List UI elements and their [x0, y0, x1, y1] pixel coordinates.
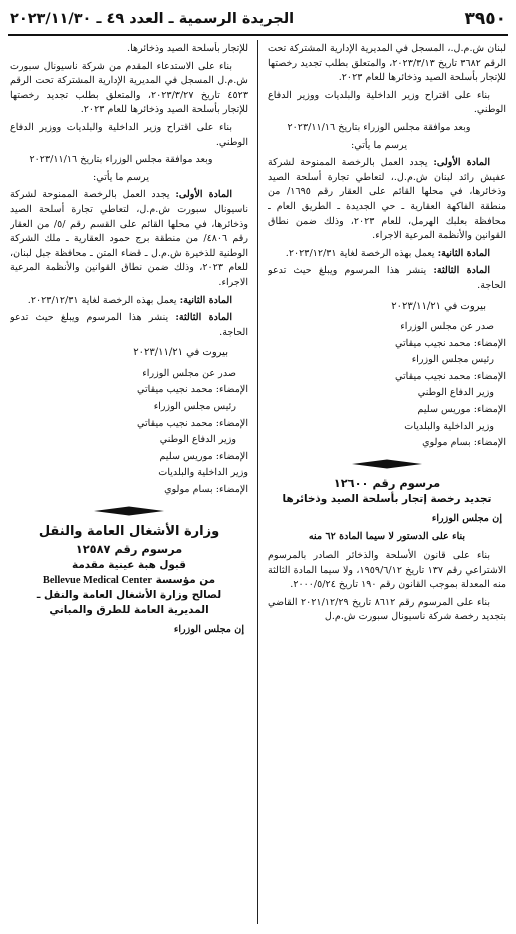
- left-column: [10, 42, 248, 926]
- right-column: [268, 42, 506, 926]
- decree-date: بيروت في ٢٠٢٣/١١/٢١: [133, 347, 228, 359]
- signature-line: الإمضاء: محمد نجيب ميقاتي: [137, 384, 248, 396]
- article-1: [268, 156, 506, 244]
- column-divider: [257, 40, 258, 924]
- article-2-text: يعمل بهذه الرخصة لغاية ٢٠٢٣/١٢/٣١.: [285, 247, 435, 259]
- intro-tail: للإتجار بأسلحة الصيد وذخائرها.: [127, 43, 248, 54]
- council-line: إن مجلس الوزراء: [431, 512, 502, 524]
- article-1-text: يجدد العمل بالرخصة الممنوحة لشركة عفيش رائد لبنان ش.م.ل.، لتعاطي تجارة أسلحة الصيد وذخائرها، في محلها القائم على العقار رقم ١٦٩٥/ من منطقة الفاكهة العقارية ـ حي الجديدة ـ الطريق العام ـ محافظة بعلبك الهرمل، للعام ٢٠٢٣، وذلك ضمن نطاق القوانين والأنظمة المرعية الاجراء.: [268, 157, 506, 242]
- signature-line: وزير الدفاع الوطني: [417, 387, 494, 399]
- approval-text: وبعد موافقة مجلس الوزراء بتاريخ ٢٠٢٣/١١/١٦: [287, 121, 471, 133]
- ornament-icon: [94, 506, 164, 516]
- decree-title: مرسوم رقم ١٢٥٨٧: [75, 541, 183, 556]
- decree-date: بيروت في ٢٠٢٣/١١/٢١: [391, 300, 486, 312]
- intro-tail: لبنان ش.م.ل.، المسجل في المديرية الإدارية المشتركة تحت الرقم ٣٦٨٢ تاريخ ٢٠٢٣/٣/١٣، والمتعلق بطلب تجديد رخصتها للإتجار بأسلحة الصيد وذخائرها للعام ٢٠٢٣.: [268, 43, 506, 84]
- article-1-label: المادة الأولى:: [175, 189, 232, 201]
- article-2-label: المادة الثانية:: [179, 294, 232, 306]
- signature-line: صدر عن مجلس الوزراء: [400, 321, 494, 333]
- signature-line: الإمضاء: موريس سليم: [159, 450, 248, 462]
- council-line: إن مجلس الوزراء: [173, 623, 244, 635]
- article-2-text: يعمل بهذه الرخصة لغاية ٢٠٢٣/١٢/٣١.: [27, 294, 177, 306]
- gazette-title: الجريدة الرسمية ـ العدد ٤٩ ـ ٢٠٢٣/١١/٣٠: [10, 11, 295, 27]
- article-1-text: يجدد العمل بالرخصة الممنوحة لشركة ناسيونال سبورت ش.م.ل، لتعاطي تجارة أسلحة الصيد وذخائرها، في محلها القائم على القسم رقم /٥/ من العقار رقم ٤٨٠٦/ من منطقة برج حمود العقارية ـ ملك الشركة الوطنية للذخيرة ش.م.ل ـ قضاء المتن ـ محافظة جبل لبنان، للعام ٢٠٢٣، وذلك ضمن نطاق القوانين والأنظمة المرعية الاجراء.: [10, 189, 248, 288]
- article-3: [268, 264, 506, 293]
- decrees-text: يرسم ما يأتي:: [92, 171, 150, 183]
- ministry-heading: وزارة الأشغال العامة والنقل: [38, 523, 220, 539]
- signature-line: الإمضاء: محمد نجيب ميقاتي: [395, 337, 506, 349]
- decree-subject-prefix: من مؤسسة: [155, 573, 216, 586]
- page-number: ٣٩٥٠: [464, 9, 506, 29]
- decree-subject-line: المديرية العامة للطرق والمباني: [49, 603, 209, 616]
- article-3-label: المادة الثالثة:: [175, 312, 232, 324]
- approval-text: وبعد موافقة مجلس الوزراء بتاريخ ٢٠٢٣/١١/١٦: [29, 154, 213, 166]
- ornament-icon: [352, 459, 422, 469]
- article-1: [10, 188, 248, 290]
- decrees-text: يرسم ما يأتي:: [350, 139, 408, 151]
- signature-line: وزير الدفاع الوطني: [159, 434, 236, 446]
- institution-name: Bellevue Medical Center: [42, 574, 152, 586]
- request-text: بناء على الاستدعاء المقدم من شركة ناسيونال سبورت ش.م.ل المسجل في المديرية الإدارية المشتركة تحت الرقم ٤٥٢٣ تاريخ ٢٠٢٣/٣/٢٧، والمتعلق بطلب تجديد رخصتها للإتجار بأسلحة الصيد وذخائرها للعام ٢٠٢٣.: [10, 60, 248, 116]
- article-1-label: المادة الأولى:: [433, 157, 490, 169]
- page-header: [10, 6, 506, 32]
- separator-ornament: [10, 506, 248, 516]
- signature-line: رئيس مجلس الوزراء: [411, 354, 494, 366]
- basis-constitution: بناء على الدستور لا سيما المادة ٦٢ منه: [308, 531, 466, 543]
- article-3-label: المادة الثالثة:: [433, 265, 490, 277]
- signature-line: الإمضاء: بسام مولوي: [422, 437, 506, 449]
- header-rule: [8, 34, 508, 36]
- article-2: [268, 247, 506, 262]
- signature-line: الإمضاء: موريس سليم: [417, 404, 506, 416]
- decree-title: مرسوم رقم ١٢٦٠٠: [333, 475, 441, 490]
- article-2-label: المادة الثانية:: [437, 247, 490, 259]
- signature-line: وزير الداخلية والبلديات: [158, 467, 248, 479]
- proposal-text: بناء على اقتراح وزير الداخلية والبلديات ووزير الدفاع الوطني.: [268, 89, 506, 116]
- decree-subject-line: قبول هبة عينية مقدمة: [72, 558, 186, 571]
- article-2: [10, 294, 248, 309]
- decree-subject-line: [10, 573, 248, 588]
- signature-line: الإمضاء: محمد نجيب ميقاتي: [395, 370, 506, 382]
- article-3-text: ينشر هذا المرسوم ويبلغ حيث تدعو الحاجة.: [268, 265, 506, 291]
- signature-line: رئيس مجلس الوزراء: [153, 401, 236, 413]
- separator-ornament: [268, 459, 506, 469]
- article-3-text: ينشر هذا المرسوم ويبلغ حيث تدعو الحاجة.: [10, 312, 248, 338]
- signature-line: الإمضاء: محمد نجيب ميقاتي: [137, 417, 248, 429]
- article-3: [10, 311, 248, 340]
- proposal-text: بناء على اقتراح وزير الداخلية والبلديات ووزير الدفاع الوطني.: [10, 121, 248, 148]
- signature-line: صدر عن مجلس الوزراء: [142, 367, 236, 379]
- signature-line: وزير الداخلية والبلديات: [404, 420, 494, 432]
- decree-subject: تجديد رخصة إتجار بأسلحة الصيد وذخائرها: [282, 492, 492, 505]
- basis-decree: بناء على المرسوم رقم ٨٦١٢ تاريخ ٢٠٢١/١٢/٢٩ القاضي بتجديد رخصة شركة ناسيونال سبورت ش.م.ل: [268, 596, 506, 623]
- decree-subject-line: لصالح وزارة الأشغال العامة والنقل ـ: [36, 588, 222, 601]
- basis-law: بناء على قانون الأسلحة والذخائر الصادر بالمرسوم الاشتراعي رقم ١٣٧ تاريخ ١٩٥٩/٦/١٢، ولا سيما المادة الثالثة منه المعدلة بموجب القانون رقم ١٩٠ تاريخ ٢٠٠٠/٥/٢٤.: [268, 550, 506, 591]
- signature-line: الإمضاء: بسام مولوي: [164, 484, 248, 496]
